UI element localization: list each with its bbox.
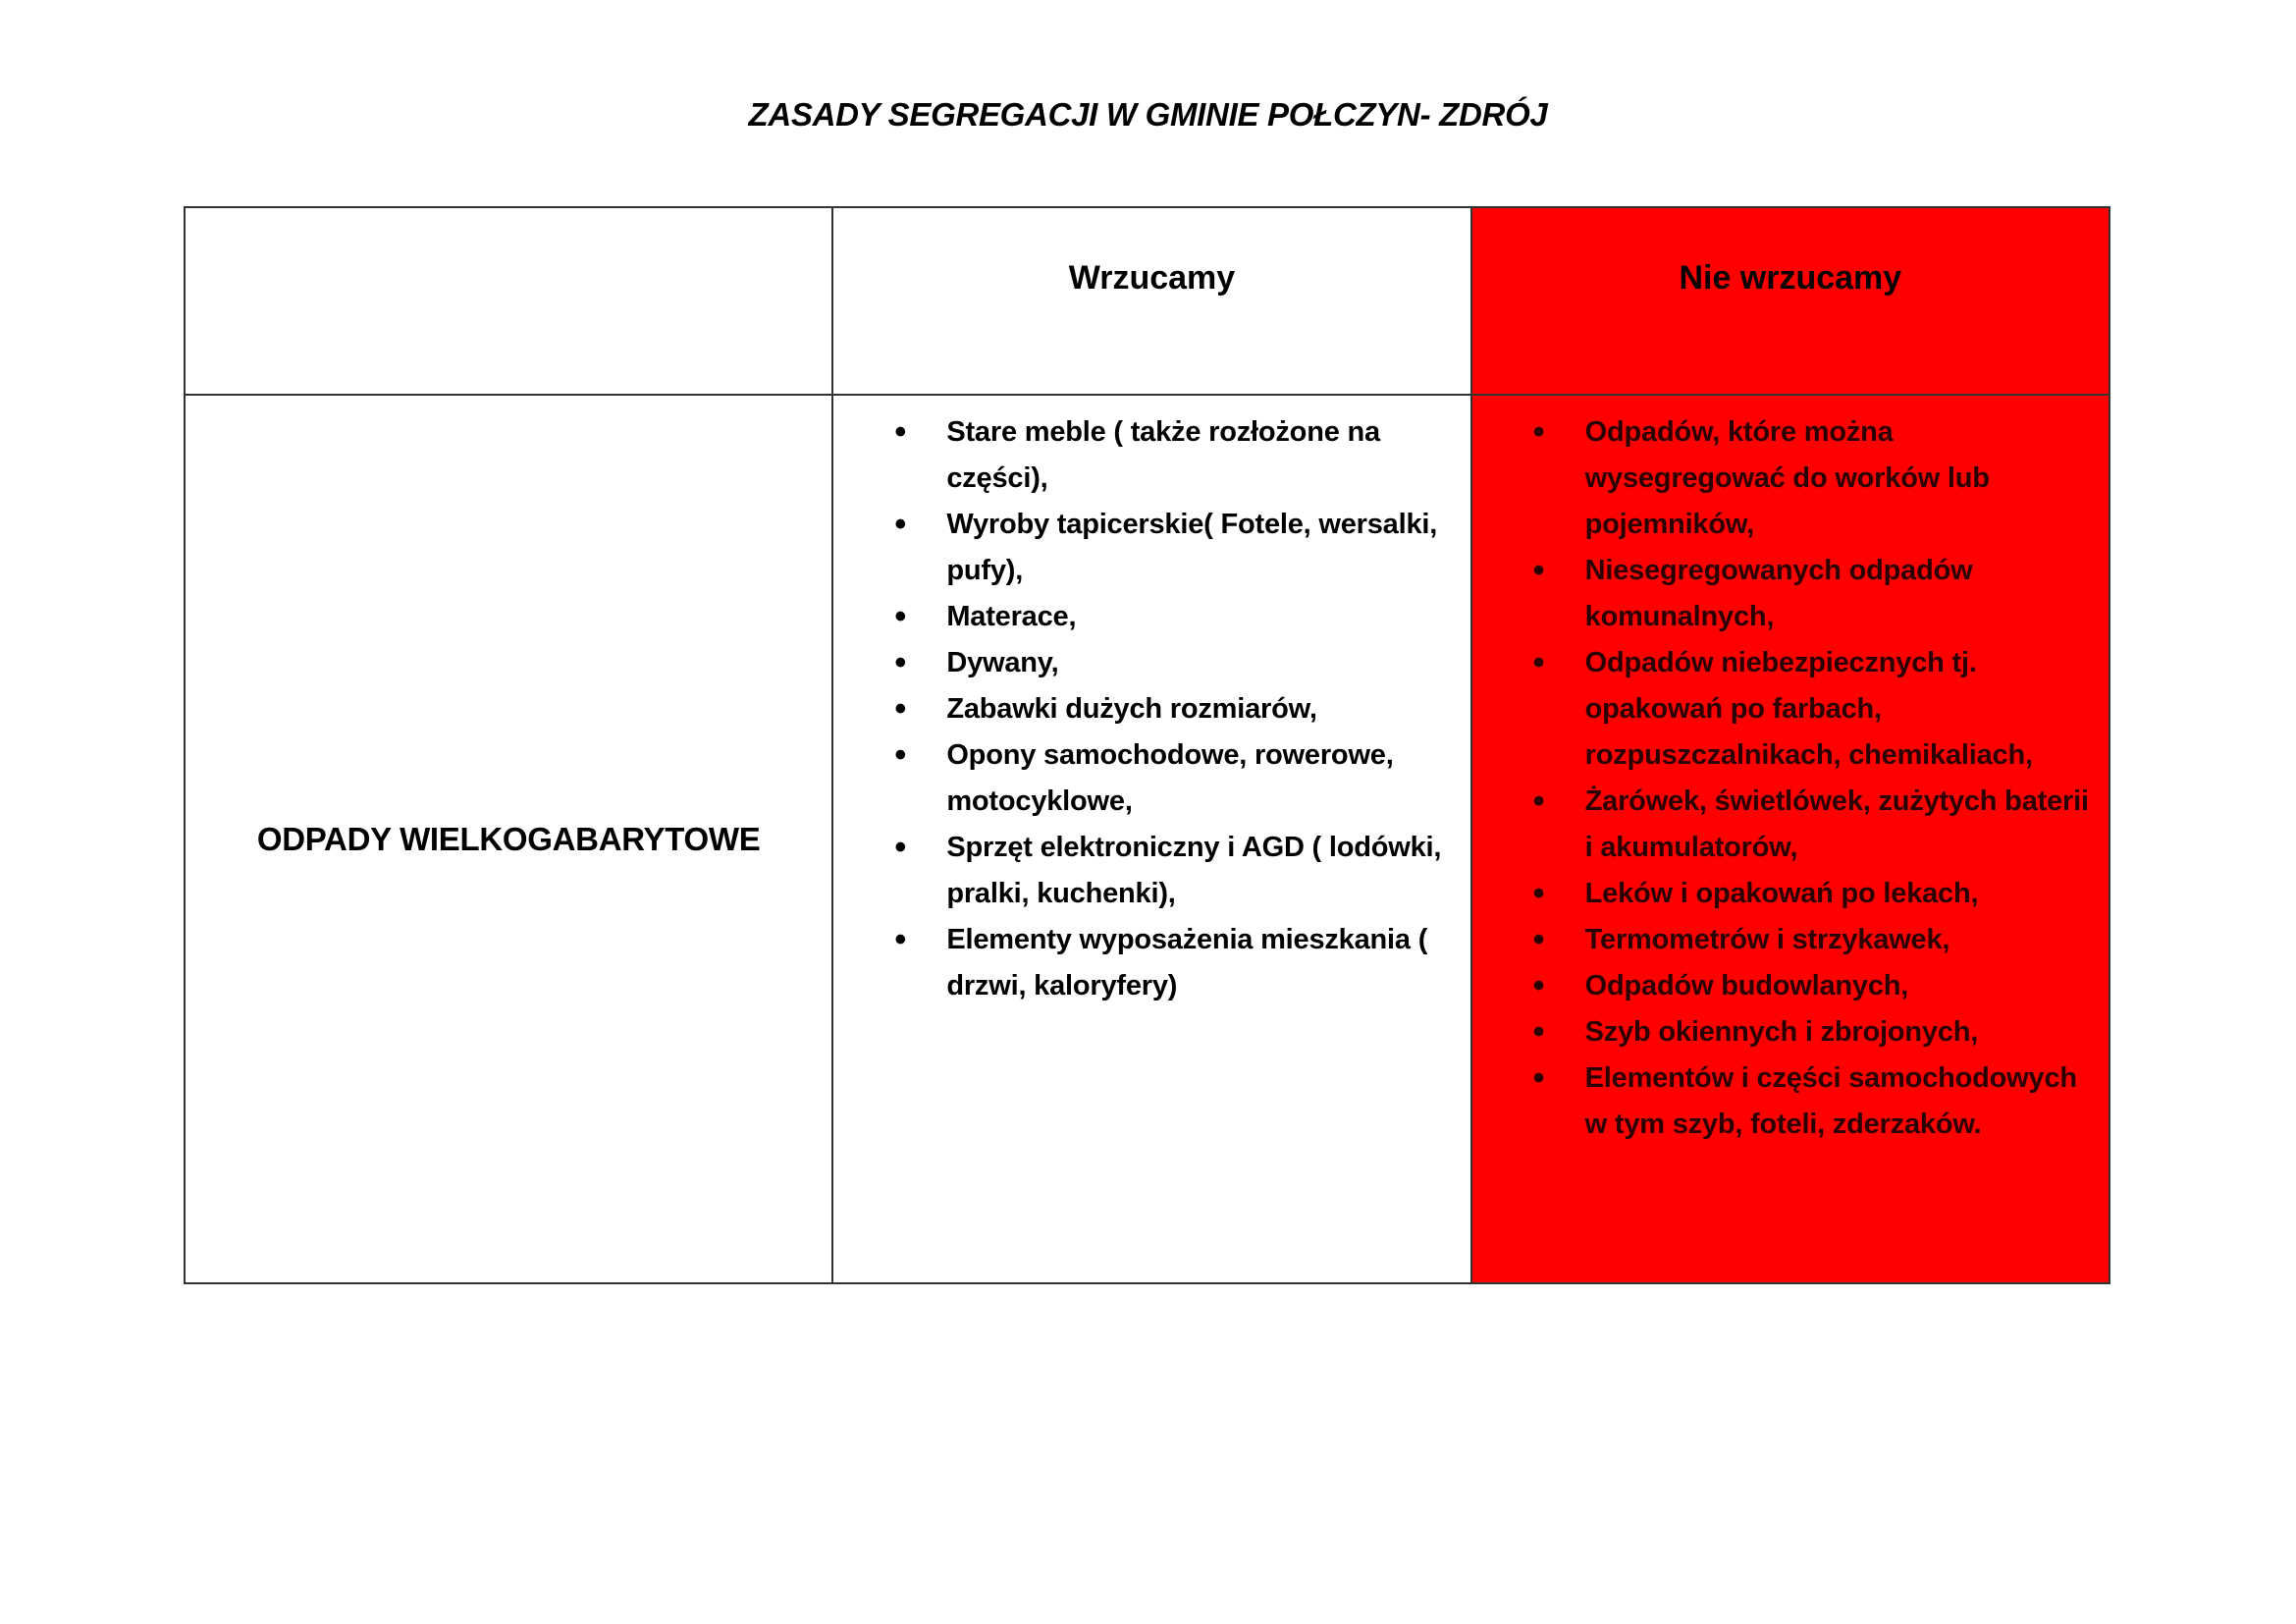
bullet-icon: • <box>894 506 907 543</box>
list-item <box>833 686 1469 732</box>
header-category-cell <box>185 207 832 395</box>
list-item <box>833 640 1469 686</box>
list-item-text: Zabawki dużych rozmiarów, <box>946 693 1317 725</box>
bullet-icon: • <box>1532 921 1545 958</box>
list-item-text: Opony samochodowe, rowerowe, motocyklowe, <box>946 739 1394 817</box>
list-item <box>833 409 1469 502</box>
list-item <box>833 732 1469 825</box>
header-forbidden-cell: Nie wrzucamy <box>1471 207 2109 395</box>
list-item <box>1472 640 2109 779</box>
category-cell: ODPADY WIELKOGABARYTOWE <box>185 395 832 1283</box>
bullet-icon: • <box>1532 413 1545 451</box>
bullet-icon: • <box>1532 644 1545 681</box>
list-item-text: Wyroby tapicerskie( Fotele, wersalki, pufy), <box>946 509 1438 586</box>
list-item <box>1472 917 2109 963</box>
list-item-text: Leków i opakowań po lekach, <box>1584 878 1979 909</box>
list-item-text: Odpadów niebezpiecznych tj. opakowań po farbach, rozpuszczalnikach, chemikaliach, <box>1584 647 2033 771</box>
bullet-icon: • <box>894 644 907 681</box>
list-item-text: Termometrów i strzykawek, <box>1584 924 1950 955</box>
list-item <box>1472 1056 2109 1148</box>
list-item <box>1472 963 2109 1009</box>
list-item-text: Szyb okiennych i zbrojonych, <box>1584 1016 1979 1048</box>
list-item-text: Dywany, <box>946 647 1059 678</box>
table-header-row <box>185 207 2109 395</box>
bullet-icon: • <box>1532 783 1545 820</box>
list-item <box>1472 1009 2109 1056</box>
table-row <box>185 395 2109 1283</box>
list-item-text: Elementy wyposażenia mieszkania ( drzwi, kaloryfery) <box>946 924 1428 1001</box>
bullet-icon: • <box>1532 1013 1545 1051</box>
bullet-icon: • <box>1532 1059 1545 1097</box>
bullet-icon: • <box>1532 875 1545 912</box>
bullet-icon: • <box>894 921 907 958</box>
list-item-text: Odpadów, które można wysegregować do worków lub pojemników, <box>1584 416 1990 540</box>
list-item <box>833 825 1469 917</box>
page-title: ZASADY SEGREGACJI W GMINIE POŁCZYN- ZDRÓJ <box>748 96 1548 133</box>
list-item-text: Sprzęt elektroniczny i AGD ( lodówki, pralki, kuchenki), <box>946 832 1442 909</box>
allowed-cell <box>832 395 1470 1283</box>
list-item-text: Niesegregowanych odpadów komunalnych, <box>1584 555 1973 632</box>
list-item-text: Stare meble ( także rozłożone na części), <box>946 416 1380 494</box>
forbidden-items-list <box>1472 396 2109 1148</box>
header-allowed-cell: Wrzucamy <box>832 207 1470 395</box>
bullet-icon: • <box>1532 967 1545 1004</box>
list-item <box>833 502 1469 594</box>
list-item-text: Elementów i części samochodowych w tym szyb, foteli, zderzaków. <box>1584 1062 2077 1140</box>
segregation-rules-table <box>184 206 2110 1284</box>
list-item <box>1472 548 2109 640</box>
list-item-text: Odpadów budowlanych, <box>1584 970 1909 1001</box>
list-item-text: Żarówek, świetlówek, zużytych baterii i akumulatorów, <box>1584 785 2089 863</box>
bullet-icon: • <box>894 736 907 774</box>
list-item <box>833 917 1469 1009</box>
list-item <box>833 594 1469 640</box>
bullet-icon: • <box>894 413 907 451</box>
forbidden-cell <box>1471 395 2109 1283</box>
bullet-icon: • <box>894 598 907 635</box>
list-item <box>1472 871 2109 917</box>
list-item <box>1472 779 2109 871</box>
bullet-icon: • <box>894 690 907 728</box>
bullet-icon: • <box>1532 552 1545 589</box>
bullet-icon: • <box>894 829 907 866</box>
allowed-items-list <box>833 396 1469 1009</box>
list-item-text: Materace, <box>946 601 1077 632</box>
list-item <box>1472 409 2109 548</box>
